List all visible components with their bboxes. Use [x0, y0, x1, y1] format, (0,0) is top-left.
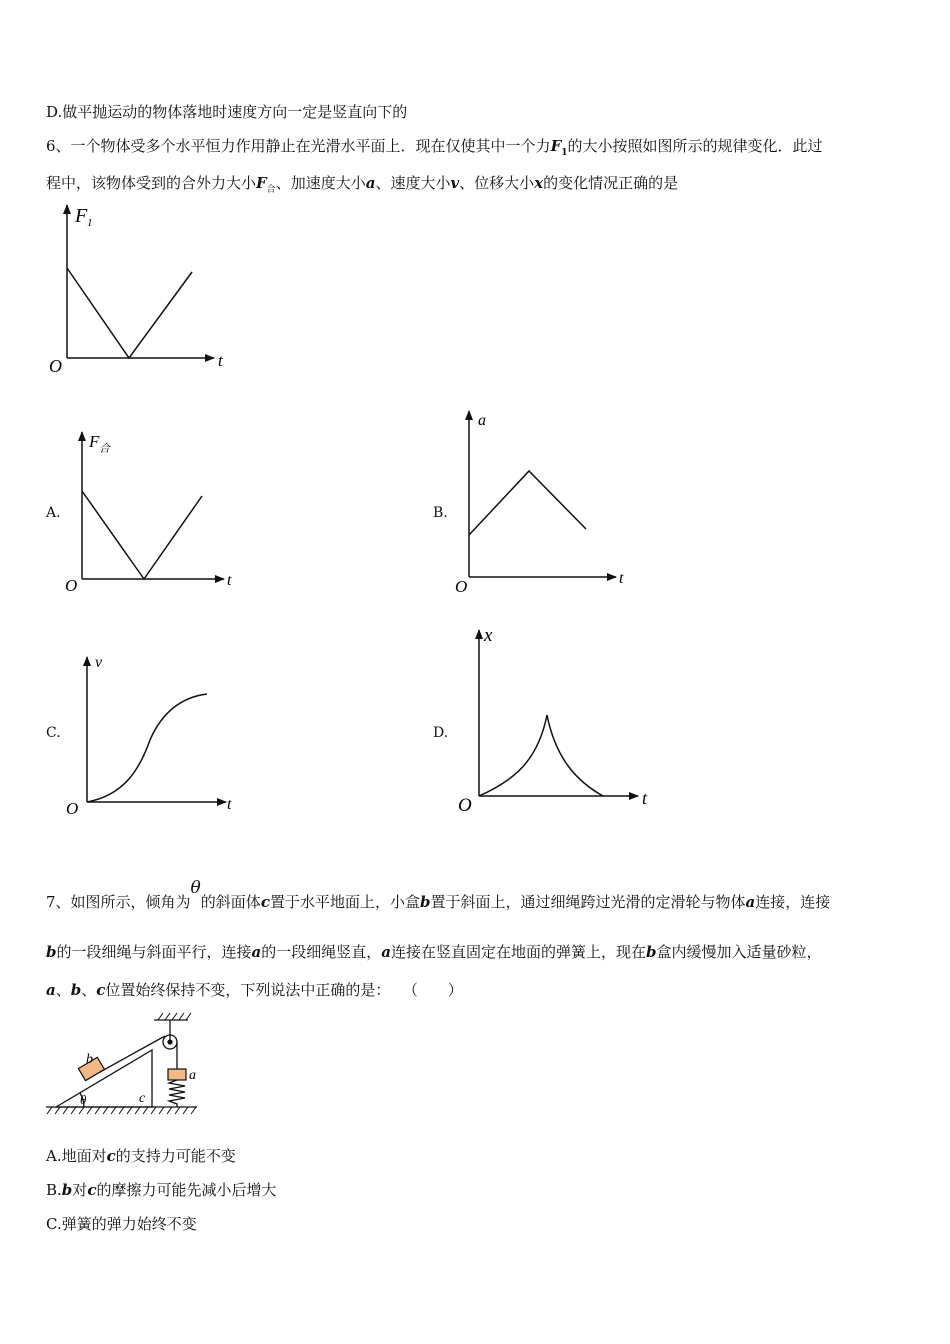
- q7-text-1e: 连接，连接: [755, 893, 831, 911]
- graph-c-x-label: t: [227, 796, 232, 813]
- graph-c-origin: O: [66, 799, 79, 818]
- q7-fig-label-b: b: [86, 1052, 93, 1067]
- q6-fnet-sub: 合: [266, 185, 276, 195]
- q7-opt-a-post: 的支持力可能不变: [115, 1147, 236, 1165]
- q6-text-2d: 、位移大小: [459, 174, 535, 192]
- q7-text-1d: 置于斜面上，通过细绳跨过光滑的定滑轮与物体: [430, 893, 746, 911]
- graph-a-y-label: F: [89, 432, 100, 451]
- q7-a-symbol-2: a: [251, 943, 262, 961]
- graph-c-y-label: v: [95, 654, 103, 671]
- q7-text-1b: 的斜面体: [200, 893, 261, 911]
- q7-opt-b-mid: 对: [72, 1181, 88, 1199]
- q7-option-a: [46, 1146, 236, 1166]
- q7-opt-b-var2: c: [87, 1181, 97, 1199]
- q7-a-symbol-4: a: [46, 981, 56, 999]
- q7-a-symbol: a: [745, 893, 756, 911]
- q6-text-1a: 6、一个物体受多个水平恒力作用静止在光滑水平面上．现在仅使其中一个力: [46, 137, 551, 155]
- q7-ground-hatch: [47, 1107, 196, 1114]
- q7-pulley-axle: [168, 1040, 172, 1044]
- q6-a-symbol: a: [365, 174, 376, 192]
- q7-text-1c: 置于水平地面上，小盒: [269, 893, 420, 911]
- q7-block-a: [168, 1069, 186, 1080]
- q7-text-2a: 的一段细绳与斜面平行，连接: [56, 943, 252, 961]
- q7-answer-paren: （ ）: [410, 981, 463, 999]
- q5-option-d: D.做平抛运动的物体落地时速度方向一定是竖直向下的: [46, 103, 408, 121]
- q7-b-symbol-3: b: [646, 943, 657, 961]
- q7-b-symbol-4: b: [70, 981, 82, 999]
- q7-text-2b: 的一段细绳竖直，: [261, 943, 382, 961]
- q6-fnet-symbol: F: [256, 174, 267, 192]
- q7-text-3b: 位置始终保持不变，下列说法中正确的是：: [105, 981, 391, 999]
- graph-b-y-label: a: [478, 412, 486, 429]
- q7-text-2c: 连接在竖直固定在地面的弹簧上，现在: [391, 943, 647, 961]
- q6-text-2b: 、加速度大小: [275, 174, 366, 192]
- q6-text-2c: 、速度大小: [375, 174, 451, 192]
- q7-ceiling-hatch: [158, 1013, 191, 1020]
- q6-option-a-letter: A.: [46, 505, 61, 521]
- q7-spring: [169, 1080, 185, 1107]
- graph-f1-y-sub: 1: [87, 217, 93, 229]
- q7-c-symbol-2: c: [96, 981, 106, 999]
- q6-f1-symbol: F: [550, 137, 562, 155]
- graph-b-x-label: t: [619, 570, 624, 587]
- q7-incline-c: [56, 1050, 152, 1107]
- q7-fig-label-theta: θ: [80, 1092, 87, 1107]
- q6-text-2a: 程中，该物体受到的合外力大小: [46, 174, 257, 192]
- graph-d-x-label: t: [642, 788, 648, 808]
- q7-theta: θ: [190, 878, 201, 898]
- q7-opt-b-post: 的摩擦力可能先减小后增大: [96, 1181, 277, 1199]
- q6-text-2e: 的变化情况正确的是: [543, 174, 679, 192]
- q7-rope-incline: [100, 1036, 165, 1072]
- q7-text-2d: 盒内缓慢加入适量砂粒，: [656, 943, 822, 961]
- q6-option-b-letter: B.: [433, 505, 448, 521]
- q7-opt-b-var1: b: [61, 1181, 73, 1199]
- q7-opt-b-pre: B.: [46, 1181, 62, 1199]
- q7-text-1a: 7、如图所示，倾角为: [46, 893, 191, 911]
- q7-opt-a-pre: A.地面对: [46, 1147, 107, 1165]
- graph-a-y-sub: 合: [99, 443, 110, 455]
- graph-f1-y-label: F: [75, 205, 88, 227]
- q7-fig-label-a: a: [189, 1068, 196, 1083]
- q6-v-symbol: v: [450, 174, 460, 192]
- q7-c-symbol: c: [260, 893, 270, 911]
- q7-option-c: C.弹簧的弹力始终不变: [46, 1215, 197, 1233]
- q6-f1-sub: 1: [561, 148, 568, 158]
- q7-option-b: [46, 1180, 276, 1200]
- q7-text-3-sep1: 、: [55, 981, 71, 999]
- graph-f1-origin: O: [49, 356, 62, 376]
- q7-a-symbol-3: a: [381, 943, 391, 961]
- q6-option-c-letter: C.: [46, 725, 61, 741]
- q7-fig-label-c: c: [139, 1091, 146, 1106]
- q7-b-symbol-2: b: [46, 943, 57, 961]
- graph-b-origin: O: [455, 577, 468, 596]
- q6-option-d-letter: D.: [433, 725, 449, 741]
- q7-text-3-sep2: 、: [81, 981, 97, 999]
- graph-a-x-label: t: [227, 572, 232, 589]
- graph-a-origin: O: [65, 576, 78, 595]
- graph-d-y-label: x: [484, 625, 493, 646]
- graph-f1-x-label: t: [218, 351, 223, 370]
- q6-x-symbol: x: [534, 174, 544, 192]
- q7-b-symbol: b: [419, 893, 431, 911]
- q6-text-1b: 的大小按照如图所示的规律变化．此过: [567, 137, 823, 155]
- graph-d-origin: O: [458, 795, 472, 816]
- q7-opt-a-var: c: [106, 1147, 116, 1165]
